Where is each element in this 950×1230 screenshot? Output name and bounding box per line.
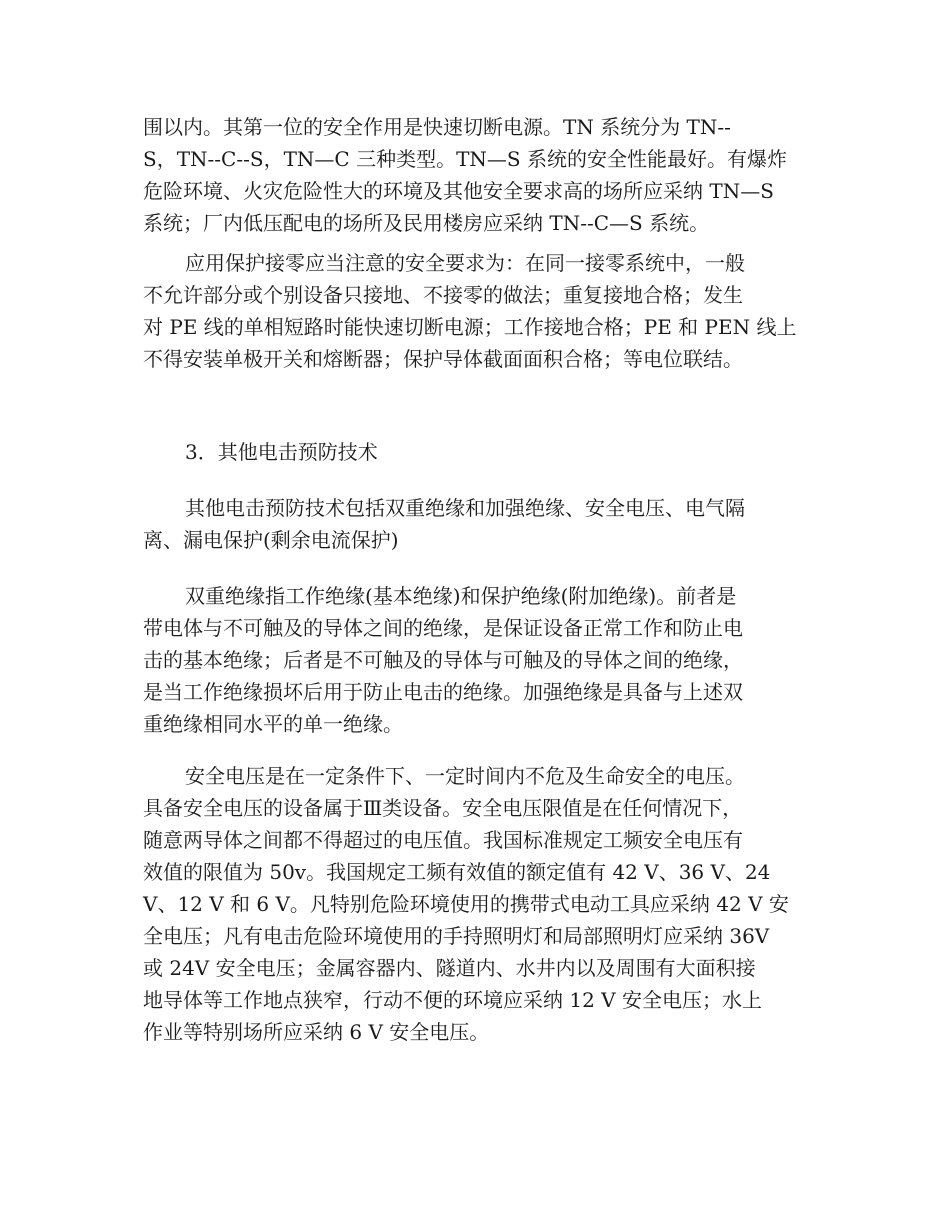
text-line: 系统；厂内低压配电的场所及民用楼房应采纳 TN--C—S 系统。 (143, 211, 710, 235)
text-line: 危险环境、火灾危险性大的环境及其他安全要求高的场所应采纳 TN—S (143, 179, 774, 203)
text-line: 重绝缘相同水平的单一绝缘。 (143, 712, 403, 736)
text-line: 安全电压是在一定条件下、一定时间内不危及生命安全的电压。 (185, 764, 745, 788)
text-line: 作业等特别场所应采纳 6 V 安全电压。 (143, 1020, 490, 1044)
text-line: 不得安装单极开关和熔断器；保护导体截面面积合格；等电位联结。 (143, 347, 743, 371)
text-line: 是当工作绝缘损坏后用于防止电击的绝缘。加强绝缘是具备与上述双 (143, 680, 743, 704)
text-line: 全电压；凡有电击危险环境使用的手持照明灯和局部照明灯应采纳 36V (143, 924, 770, 948)
section-heading-text: 3．其他电击预防技术 (185, 440, 378, 464)
text-line: 地导体等工作地点狭窄，行动不便的环境应采纳 12 V 安全电压；水上 (143, 988, 762, 1012)
text-line: 效值的限值为 50v。我国规定工频有效值的额定值有 42 V、36 V、24 (143, 860, 771, 884)
text-line: 离、漏电保护(剩余电流保护) (143, 528, 399, 552)
text-line: 应用保护接零应当注意的安全要求为：在同一接零系统中，一般 (185, 251, 745, 275)
text-line: 随意两导体之间都不得超过的电压值。我国标准规定工频安全电压有 (143, 828, 743, 852)
text-line: S，TN--C--S，TN—C 三种类型。TN—S 系统的安全性能最好。有爆炸 (143, 147, 787, 171)
paragraph-tn-system (143, 111, 813, 239)
text-line: 其他电击预防技术包括双重绝缘和加强绝缘、安全电压、电气隔 (185, 496, 745, 520)
section-heading (143, 436, 813, 468)
paragraph-zero-protection (143, 247, 813, 375)
paragraph-double-insulation (143, 580, 813, 740)
text-line: 具备安全电压的设备属于Ⅲ类设备。安全电压限值是在任何情况下， (143, 796, 743, 820)
text-line: 双重绝缘指工作绝缘(基本绝缘)和保护绝缘(附加绝缘)。前者是 (185, 584, 737, 608)
paragraph-safety-voltage (143, 760, 813, 1048)
text-line: 不允许部分或个别设备只接地、不接零的做法；重复接地合格；发生 (143, 283, 743, 307)
text-line: V、12 V 和 6 V。凡特别危险环境使用的携带式电动工具应采纳 42 V 安 (143, 892, 789, 916)
text-line: 对 PE 线的单相短路时能快速切断电源；工作接地合格；PE 和 PEN 线上 (143, 315, 797, 339)
text-line: 击的基本绝缘；后者是不可触及的导体与可触及的导体之间的绝缘， (143, 648, 743, 672)
text-line: 带电体与不可触及的导体之间的绝缘，是保证设备正常工作和防止电 (143, 616, 743, 640)
text-line: 围以内。其第一位的安全作用是快速切断电源。TN 系统分为 TN-- (143, 115, 731, 139)
text-line: 或 24V 安全电压；金属容器内、隧道内、水井内以及周围有大面积接 (143, 956, 756, 980)
paragraph-other-techniques (143, 492, 813, 556)
